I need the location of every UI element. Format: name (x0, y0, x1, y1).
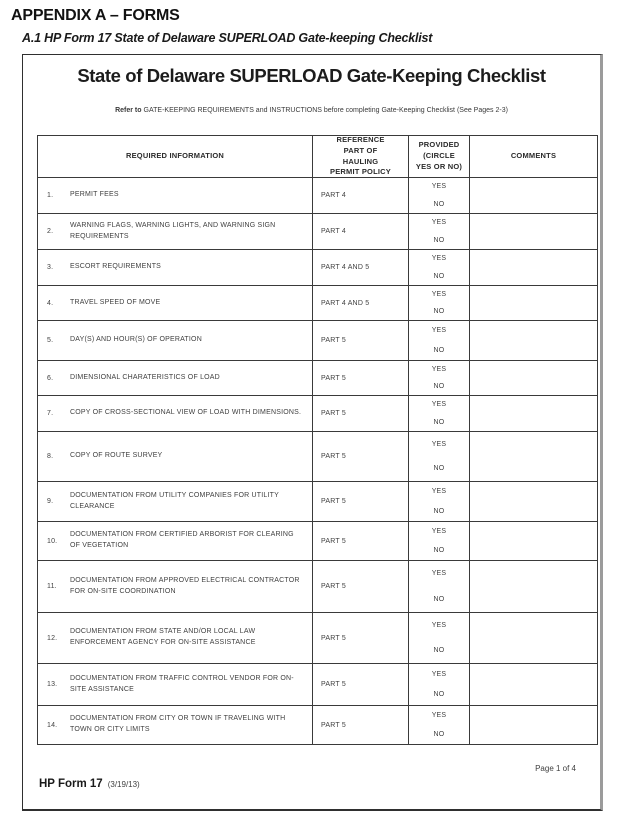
no-option: NO (433, 272, 445, 280)
form-id: HP Form 17 (39, 778, 103, 790)
header-reference-line: PERMIT POLICY (330, 167, 391, 177)
reference-cell (312, 214, 408, 249)
page-number-label: Page 1 of 4 (535, 764, 576, 773)
comments-cell (469, 664, 597, 705)
reference-value: PART 5 (321, 374, 346, 382)
table-row (38, 249, 597, 285)
item-text: WARNING FLAGS, WARNING LIGHTS, AND WARNING SIGN REQUIREMENTS (70, 221, 276, 240)
item-text: DOCUMENTATION FROM STATE AND/OR LOCAL LAW ENFORCEMENT AGENCY FOR ON-SITE ASSISTANCE (70, 628, 256, 646)
required-information-cell (38, 706, 312, 744)
reference-cell (312, 250, 408, 285)
no-option: NO (433, 647, 445, 654)
provided-cell (408, 706, 469, 744)
table-header-row (38, 136, 597, 177)
reference-value: PART 4 (321, 228, 346, 235)
reference-cell (312, 396, 408, 431)
comments-cell (469, 432, 597, 481)
item-number: 11. (47, 583, 57, 590)
form-instruction (23, 107, 600, 114)
reference-cell (312, 522, 408, 560)
yes-option: YES (431, 570, 447, 578)
reference-value: PART 4 AND 5 (321, 299, 370, 307)
header-reference-line: PART OF (343, 145, 378, 155)
appendix-heading: APPENDIX A – FORMS (11, 7, 180, 24)
item-text: COPY OF CROSS-SECTIONAL VIEW OF LOAD WITH DIMENSIONS. (70, 409, 302, 417)
no-option: NO (433, 383, 445, 390)
item-number: 12. (47, 634, 58, 642)
no-option: NO (433, 346, 445, 354)
reference-value: PART 5 (321, 498, 346, 505)
item-text: DOCUMENTATION FROM UTILITY COMPANIES FOR UTILITY CLEARANCE (70, 491, 279, 510)
yes-option: YES (431, 401, 447, 409)
no-option: NO (433, 547, 445, 554)
comments-cell (469, 522, 597, 560)
item-text: DOCUMENTATION FROM CERTIFIED ARBORIST FOR CLEARING OF VEGETATION (70, 531, 294, 549)
table-row (38, 395, 597, 431)
yes-option: YES (431, 622, 447, 629)
yes-option: YES (431, 670, 447, 678)
yes-option: YES (431, 440, 447, 448)
comments-cell (469, 250, 597, 285)
item-text: COPY OF ROUTE SURVEY (70, 452, 163, 460)
required-information-cell (38, 250, 312, 285)
table-row (38, 612, 597, 663)
reference-value: PART 5 (321, 583, 346, 590)
item-number: 4. (47, 299, 54, 307)
item-number: 3. (47, 264, 54, 271)
table-row (38, 521, 597, 560)
required-information-cell (38, 286, 312, 320)
table-row (38, 320, 597, 360)
reference-cell (312, 178, 408, 213)
comments-cell (469, 214, 597, 249)
yes-option: YES (431, 366, 447, 373)
provided-cell (408, 321, 469, 360)
reference-value: PART 5 (321, 721, 346, 729)
reference-value: PART 5 (321, 410, 346, 417)
reference-cell (312, 561, 408, 612)
required-information-cell (38, 396, 312, 431)
form-id-line (39, 774, 140, 792)
table-row (38, 360, 597, 395)
item-number: 7. (47, 410, 54, 417)
header-provided-line: YES OR NO) (415, 161, 463, 171)
yes-option: YES (431, 712, 447, 719)
table-row (38, 177, 597, 213)
item-text: DIMENSIONAL CHARATERISTICS OF LOAD (70, 373, 220, 381)
comments-cell (469, 178, 597, 213)
item-text: PERMIT FEES (70, 191, 119, 199)
header-provided-line: PROVIDED (418, 140, 460, 150)
no-option: NO (433, 308, 445, 315)
provided-cell (408, 432, 469, 481)
instruction-text: GATE-KEEPING REQUIREMENTS and INSTRUCTIONS before completing Gate-Keeping Checklist (See Pages 2-3) (143, 107, 508, 114)
required-information-cell (38, 664, 312, 705)
provided-cell (408, 178, 469, 213)
form-revision-date: (3/19/13) (107, 780, 140, 789)
reference-cell (312, 706, 408, 744)
reference-cell (312, 613, 408, 663)
no-option: NO (433, 418, 445, 426)
provided-cell (408, 522, 469, 560)
header-reference-line: REFERENCE (336, 136, 385, 144)
required-information-cell (38, 178, 312, 213)
item-number: 8. (47, 453, 54, 460)
provided-cell (408, 396, 469, 431)
reference-cell (312, 361, 408, 395)
required-information-cell (38, 482, 312, 521)
table-row (38, 705, 597, 744)
header-provided (408, 136, 469, 177)
yes-option: YES (431, 255, 447, 263)
table-row (38, 431, 597, 481)
yes-option: YES (431, 291, 447, 298)
item-number: 6. (47, 374, 54, 382)
item-number: 1. (47, 192, 54, 199)
header-comments: COMMENTS (469, 136, 597, 177)
comments-cell (469, 482, 597, 521)
reference-value: PART 5 (321, 337, 346, 344)
reference-value: PART 5 (321, 453, 346, 460)
item-number: 5. (47, 337, 54, 344)
instruction-prefix: Refer to (115, 107, 142, 114)
comments-cell (469, 286, 597, 320)
provided-cell (408, 361, 469, 395)
required-information-cell (38, 321, 312, 360)
item-number: 2. (47, 228, 54, 235)
provided-cell (408, 286, 469, 320)
table-row (38, 560, 597, 612)
required-information-cell (38, 522, 312, 560)
provided-cell (408, 664, 469, 705)
provided-cell (408, 561, 469, 612)
yes-option: YES (431, 488, 447, 496)
comments-cell (469, 706, 597, 744)
no-option: NO (433, 507, 445, 515)
header-provided-line: (CIRCLE (423, 151, 455, 161)
reference-value: PART 4 (321, 192, 346, 199)
item-number: 9. (47, 498, 54, 505)
comments-cell (469, 396, 597, 431)
item-text: ESCORT REQUIREMENTS (70, 263, 162, 271)
comments-cell (469, 321, 597, 360)
item-number: 10. (47, 537, 58, 545)
yes-option: YES (431, 183, 447, 191)
provided-cell (408, 250, 469, 285)
reference-cell (312, 286, 408, 320)
provided-cell (408, 214, 469, 249)
item-text: DOCUMENTATION FROM TRAFFIC CONTROL VENDOR FOR ON-SITE ASSISTANCE (70, 674, 294, 693)
form-border-box (22, 54, 603, 811)
header-required-information: REQUIRED INFORMATION (125, 151, 225, 161)
reference-value: PART 5 (321, 634, 346, 642)
yes-option: YES (431, 528, 447, 535)
comments-cell (469, 613, 597, 663)
comments-cell (469, 561, 597, 612)
item-text: DOCUMENTATION FROM APPROVED ELECTRICAL CONTRACTOR FOR ON-SITE COORDINATION (70, 576, 300, 595)
reference-cell (312, 664, 408, 705)
no-option: NO (433, 236, 445, 244)
form-title: State of Delaware SUPERLOAD Gate-Keeping Checklist (77, 65, 546, 86)
item-text: TRAVEL SPEED OF MOVE (70, 298, 161, 306)
no-option: NO (433, 595, 445, 603)
header-reference (312, 136, 408, 177)
section-heading: A.1 HP Form 17 State of Delaware SUPERLOAD Gate-keeping Checklist (22, 31, 433, 45)
no-option: NO (433, 465, 445, 473)
header-reference-line: HAULING (342, 156, 379, 166)
table-row (38, 481, 597, 521)
no-option: NO (433, 200, 445, 208)
table-row (38, 663, 597, 705)
item-text: DAY(S) AND HOUR(S) OF OPERATION (70, 336, 202, 344)
no-option: NO (433, 691, 445, 699)
provided-cell (408, 613, 469, 663)
reference-value: PART 4 AND 5 (321, 264, 370, 271)
reference-cell (312, 321, 408, 360)
required-information-cell (38, 613, 312, 663)
required-information-cell (38, 432, 312, 481)
reference-cell (312, 432, 408, 481)
required-information-cell (38, 214, 312, 249)
checklist-table (37, 135, 598, 745)
item-text: DOCUMENTATION FROM CITY OR TOWN IF TRAVELING WITH TOWN OR CITY LIMITS (70, 715, 286, 733)
no-option: NO (433, 731, 445, 738)
table-row (38, 213, 597, 249)
table-row (38, 285, 597, 320)
required-information-cell (38, 361, 312, 395)
reference-value: PART 5 (321, 681, 346, 688)
item-number: 14. (47, 721, 58, 729)
comments-cell (469, 361, 597, 395)
yes-option: YES (431, 219, 447, 227)
item-number: 13. (47, 681, 58, 688)
provided-cell (408, 482, 469, 521)
reference-cell (312, 482, 408, 521)
reference-value: PART 5 (321, 537, 346, 545)
yes-option: YES (431, 327, 447, 335)
required-information-cell (38, 561, 312, 612)
